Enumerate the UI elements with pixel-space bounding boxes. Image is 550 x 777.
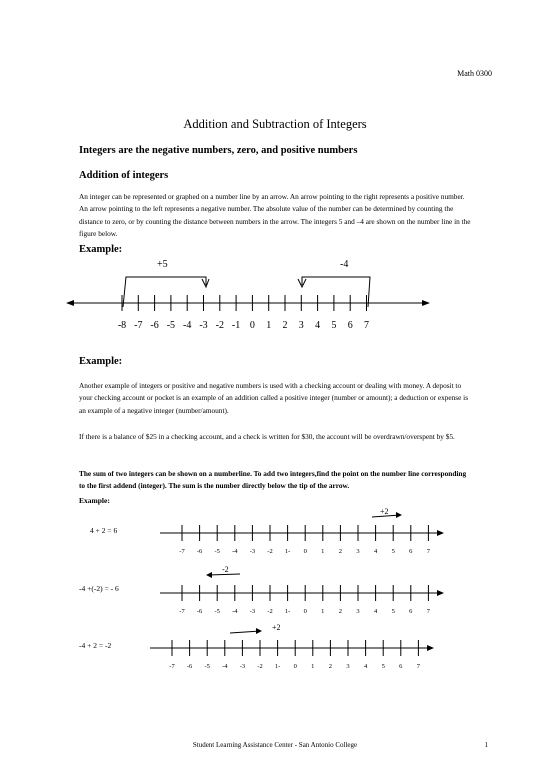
tick-label: 3 bbox=[298, 320, 304, 331]
tick-label: -6 bbox=[196, 608, 203, 615]
tick-label: 0 bbox=[293, 663, 297, 670]
tick-label: 6 bbox=[409, 608, 413, 615]
axis-line3-head bbox=[427, 645, 434, 651]
tick-label: -3 bbox=[249, 608, 256, 615]
tick-label: -4 bbox=[222, 663, 228, 670]
left-arrowhead bbox=[66, 300, 74, 306]
tick-label: 1 bbox=[321, 548, 325, 555]
tick-label: -1 bbox=[231, 320, 241, 331]
tick-label: -4 bbox=[232, 608, 238, 615]
tick-label: 2 bbox=[328, 663, 333, 670]
tick-label: 7 bbox=[364, 320, 369, 331]
arrow-line2-head bbox=[206, 572, 212, 578]
section-heading-addition: Addition of integers bbox=[79, 170, 169, 181]
tick-label: 1 bbox=[321, 608, 325, 615]
tick-label: -6 bbox=[196, 548, 203, 555]
example-label-1: Example: bbox=[79, 244, 123, 255]
tick-label: -3 bbox=[249, 548, 256, 555]
tick-label: 0 bbox=[303, 608, 307, 615]
tick-label: 1 bbox=[266, 320, 272, 331]
tick-label: -7 bbox=[169, 663, 175, 670]
arrow-line1-head bbox=[396, 512, 402, 518]
tick-label: 2 bbox=[338, 548, 343, 555]
arrow-line3-head bbox=[256, 628, 262, 634]
course-header: Math 0300 bbox=[457, 69, 492, 78]
equation-3: -4 + 2 = -2 bbox=[79, 641, 112, 650]
tick-label: 2 bbox=[282, 320, 288, 331]
tick-label: -2 bbox=[267, 608, 273, 615]
tick-label: 5 bbox=[381, 663, 385, 670]
paragraph-balance: If there is a balance of $25 in a checking account, and a check is written for $30, the account will be overdrawn/overspent by $5. bbox=[79, 432, 455, 441]
equation-1: 4 + 2 = 6 bbox=[90, 526, 118, 535]
paragraph-sum-rule: The sum of two integers can be shown on a numberline. To add two integers,find the point on the number line corresponding to the first addend (integer). The sum is the number directly below the tip of the arrow. bbox=[79, 469, 467, 491]
tick-label: 1- bbox=[274, 663, 281, 670]
tick-label: -5 bbox=[204, 663, 210, 670]
tick-label: -3 bbox=[239, 663, 246, 670]
tick-label: 5 bbox=[391, 608, 395, 615]
tick-label: -5 bbox=[214, 608, 220, 615]
equation-2: -4 +(-2) = - 6 bbox=[79, 584, 119, 593]
tick-label: 6 bbox=[399, 663, 403, 670]
tick-label: -7 bbox=[179, 548, 185, 555]
arrow-line3 bbox=[230, 631, 260, 633]
tick-label: 1 bbox=[311, 663, 315, 670]
right-arrowhead bbox=[422, 300, 430, 306]
arrow-label-line2: -2 bbox=[222, 565, 229, 574]
tick-label: -7 bbox=[134, 320, 143, 331]
number-line-figure-2 bbox=[150, 500, 450, 560]
tick-label: -2 bbox=[215, 320, 224, 331]
arrow-line2 bbox=[208, 574, 240, 575]
tick-label: 7 bbox=[426, 608, 431, 615]
tick-label: -4 bbox=[232, 548, 238, 555]
tick-label: -2 bbox=[267, 548, 273, 555]
example-label-3: Example: bbox=[79, 496, 110, 505]
tick-label: 1- bbox=[284, 608, 291, 615]
tick-label: 6 bbox=[347, 320, 353, 331]
tick-label: 6 bbox=[409, 548, 413, 555]
tick-label: 2 bbox=[338, 608, 343, 615]
arrow-label-line3: +2 bbox=[272, 623, 281, 632]
tick-label: 1- bbox=[284, 548, 291, 555]
paragraph-checking-account: Another example of integers or positive and negative numbers is used with a checking account or dealing with money. A deposit to your checking account or pocket is an example of an addition called a positive integer (number or amount); a deduction or expense is an example of a negative integer (number/amount). bbox=[79, 381, 469, 415]
axis-line2-head bbox=[437, 590, 444, 596]
section-heading-integers: Integers are the negative numbers, zero, and positive numbers bbox=[79, 145, 358, 156]
number-line-figure-1 bbox=[60, 255, 440, 335]
tick-label: 0 bbox=[303, 548, 307, 555]
tick-label: -6 bbox=[186, 663, 193, 670]
tick-label: 4 bbox=[315, 320, 321, 331]
tick-label: -5 bbox=[214, 548, 220, 555]
example-label-2: Example: bbox=[79, 356, 123, 367]
tick-label: 3 bbox=[356, 548, 360, 555]
axis-line1-head bbox=[437, 530, 444, 536]
number-line-figure-4 bbox=[140, 618, 440, 678]
tick-label: 4 bbox=[373, 608, 378, 615]
tick-label: -7 bbox=[179, 608, 185, 615]
tick-label: 4 bbox=[373, 548, 378, 555]
tick-label: 5 bbox=[391, 548, 395, 555]
tick-label: -4 bbox=[183, 320, 192, 331]
page-title: Addition and Subtraction of Integers bbox=[183, 117, 367, 131]
tick-label: 3 bbox=[346, 663, 350, 670]
arrow-label-minus4: -4 bbox=[340, 259, 349, 270]
tick-label: -8 bbox=[117, 320, 127, 331]
tick-label: -3 bbox=[199, 320, 208, 331]
number-line-figure-3 bbox=[150, 560, 450, 620]
tick-label: -5 bbox=[166, 320, 176, 331]
page-number: 1 bbox=[484, 741, 488, 749]
tick-label: -6 bbox=[150, 320, 159, 331]
footer-institution: Student Learning Assistance Center - San Antonio College bbox=[192, 741, 358, 749]
tick-label: 0 bbox=[249, 320, 255, 331]
tick-label: 4 bbox=[363, 663, 368, 670]
tick-label: 3 bbox=[356, 608, 360, 615]
arrow-label-plus5: +5 bbox=[157, 259, 168, 270]
tick-label: 7 bbox=[416, 663, 421, 670]
tick-label: 7 bbox=[426, 548, 431, 555]
tick-label: 5 bbox=[331, 320, 337, 331]
paragraph-number-line: An integer can be represented or graphed on a number line by an arrow. An arrow pointing to the right represents a positive number. An arrow pointing to the left represents a negative number. The absolute value of the number can be determined by counting the distance to zero, or by counting the distance between numbers in the arrow. The integers 5 and –4 are shown on the number line in the figure below. bbox=[79, 192, 471, 239]
arrow-label-line1: +2 bbox=[380, 507, 389, 516]
tick-label: -2 bbox=[257, 663, 263, 670]
